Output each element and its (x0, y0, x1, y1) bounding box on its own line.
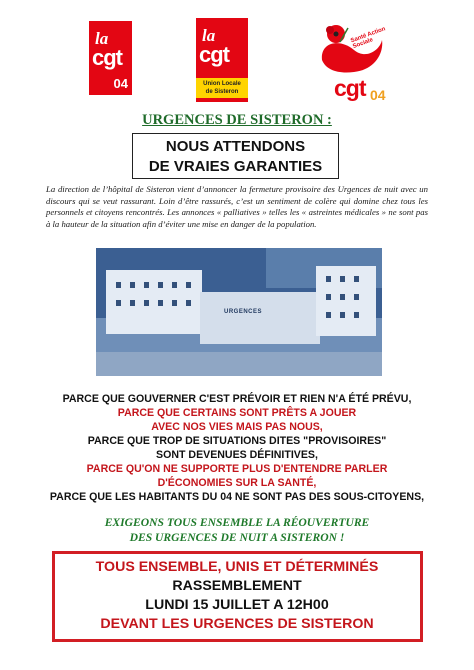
call-line1: EXIGEONS TOUS ENSEMBLE LA RÉOUVERTURE (104, 516, 370, 529)
logo-subtitle-line1: Union Locale (203, 81, 241, 87)
logo-la-text: la (202, 26, 216, 45)
logo-number: 04 (370, 87, 386, 103)
photo-building-right (316, 266, 376, 336)
hospital-photo (96, 248, 382, 376)
reasons-list (0, 392, 474, 504)
photo-urgences-sign: URGENCES (224, 309, 263, 315)
cgt-04-logo (89, 21, 132, 95)
reason-line: SONT DEVENUES DÉFINITIVES, (156, 449, 318, 461)
call-to-action (0, 515, 474, 545)
reason-line: PARCE QUE CERTAINS SONT PRÊTS A JOUER (117, 407, 357, 419)
page-title-text: URGENCES DE SISTERON : (142, 112, 332, 128)
headline-line1: NOUS ATTENDONS (165, 138, 306, 155)
page-title (0, 112, 474, 129)
call-line2: DES URGENCES DE NUIT A SISTERON ! (129, 531, 345, 544)
photo-road (96, 352, 382, 376)
rally-line3: LUNDI 15 JUILLET A 12H00 (145, 597, 329, 613)
reason-line: AVEC NOS VIES MAIS PAS NOUS, (151, 421, 323, 433)
logo-cgt-text: cgt (199, 42, 229, 67)
logo-la-text: la (95, 29, 109, 48)
reason-line: PARCE QUE LES HABITANTS DU 04 NE SONT PAS DES SOUS-CITOYENS, (49, 491, 425, 503)
reason-line: D'ÉCONOMIES SUR LA SANTÉ, (157, 477, 317, 489)
logo-subtitle-line2: de Sisteron (205, 89, 239, 95)
reason-line: PARCE QUE TROP DE SITUATIONS DITES "PROVISOIRES" (87, 435, 387, 447)
reason-line: PARCE QU'ON NE SUPPORTE PLUS D'ENTENDRE PARLER (86, 463, 388, 475)
rally-line4: DEVANT LES URGENCES DE SISTERON (100, 616, 374, 632)
cgt-sante-logo (318, 20, 388, 103)
headline-line2: DE VRAIES GARANTIES (148, 158, 323, 175)
logo-cgt-text: cgt (92, 45, 122, 70)
logo-number: 04 (113, 76, 128, 91)
logo-ring-text: Santé Action Sociale (350, 26, 387, 50)
rally-line2: RASSEMBLEMENT (172, 578, 302, 594)
logo-cgt-text: cgt (334, 75, 366, 101)
reason-line: PARCE QUE GOUVERNER C'EST PRÉVOIR ET RIEN N'A ÉTÉ PRÉVU, (62, 393, 412, 405)
rally-announcement (0, 558, 474, 634)
photo-building-front (200, 292, 320, 344)
rally-line1: TOUS ENSEMBLE, UNIS ET DÉTERMINÉS (95, 559, 379, 575)
headline-box (132, 133, 339, 179)
cgt-union-locale-logo (196, 18, 248, 102)
logo-subtitle (196, 78, 248, 98)
intro-paragraph: La direction de l’hôpital de Sisteron vient d’annoncer la fermeture provisoire des Urgences de nuit avec un discours qui se veut rassurant. Loin d’être rassurés, c’est un sentiment de colère qui domine chez tous les personnels et citoyens rencontrés. Les annonces « palliatives » telles les « astreintes médicales » ne sont pas à la hauteur de la situation afin d’éviter une mise en danger de la population. (46, 184, 428, 229)
